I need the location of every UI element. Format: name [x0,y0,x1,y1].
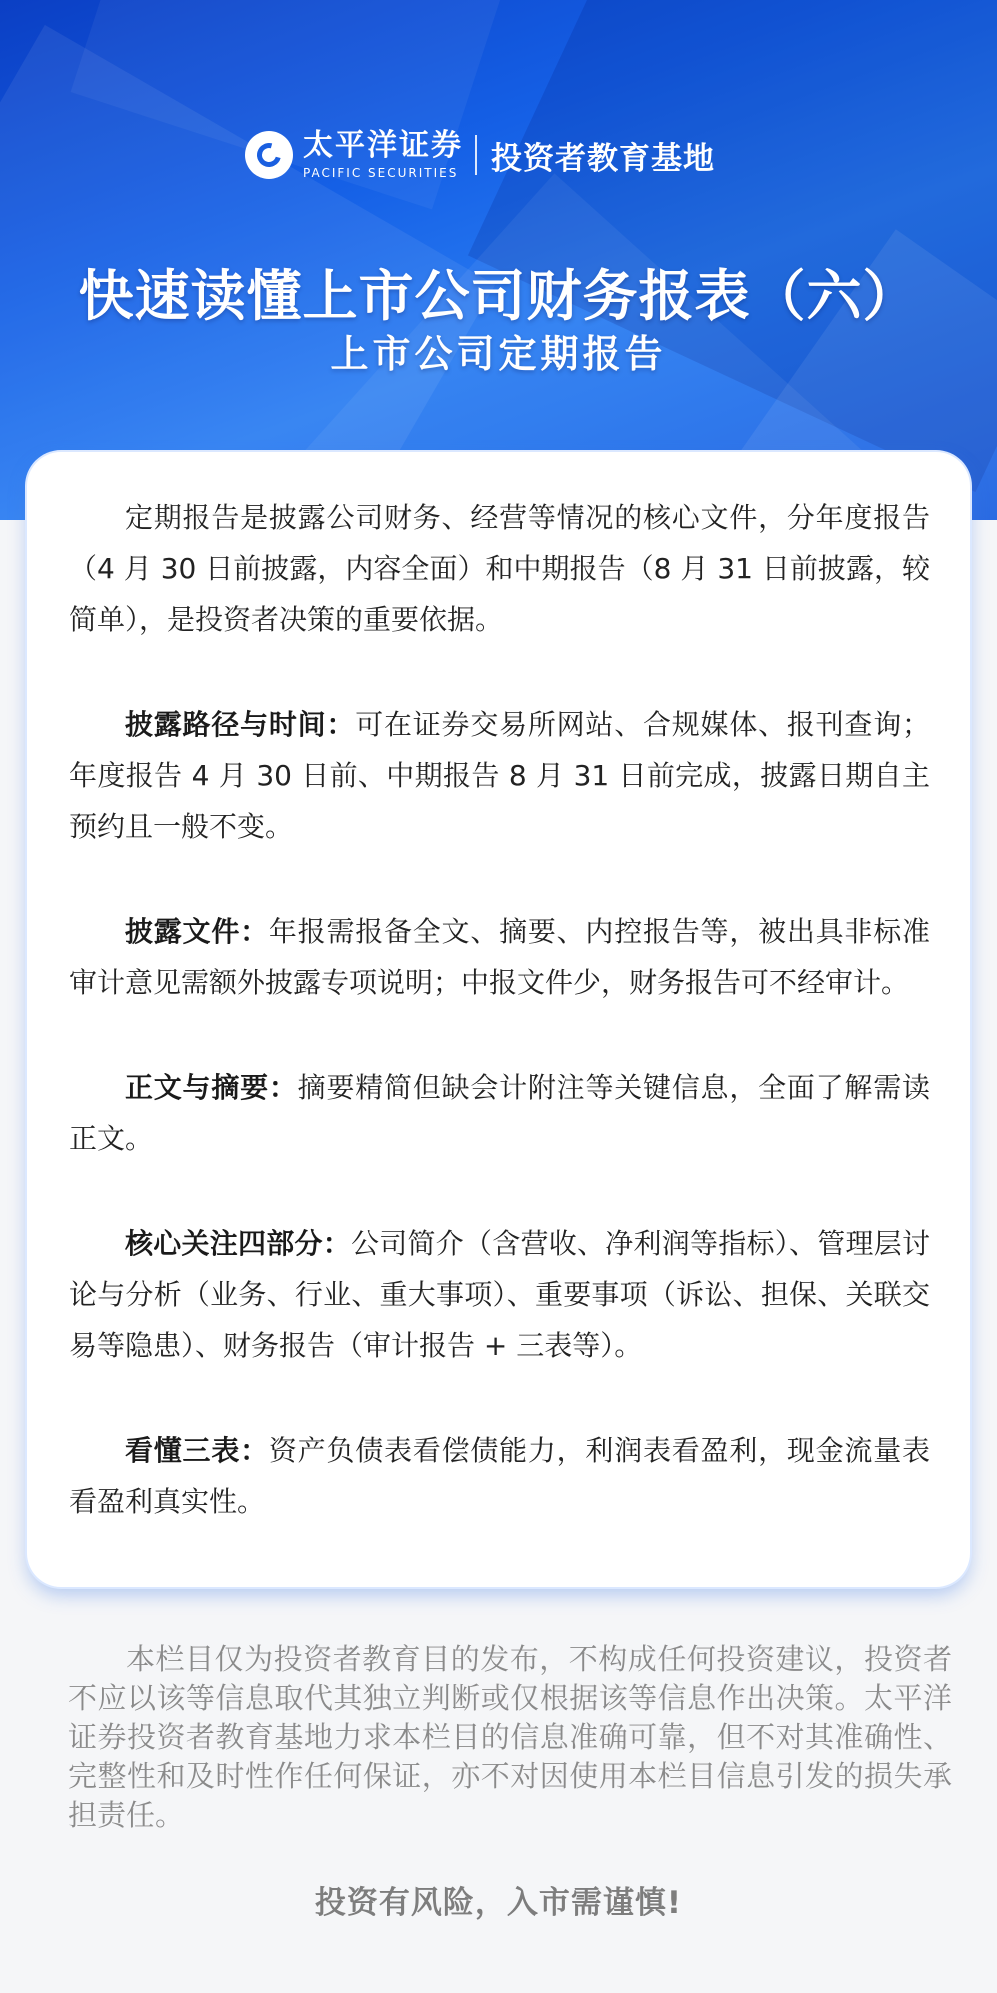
brand-names [303,128,463,180]
pacific-securities-logo-icon [245,131,293,179]
brand-divider [475,135,477,175]
section-lead: 看懂三表： [125,1434,269,1467]
content-card [27,452,970,1587]
disclaimer-text: 本栏目仅为投资者教育目的发布，不构成任何投资建议，投资者不应以该等信息取代其独立判断或仅根据该等信息作出决策。太平洋证券投资者教育基地力求本栏目的信息准确可靠，但不对其准确性、完整性和及时性作任何保证，亦不对因使用本栏目信息引发的损失承担责任。 [68,1642,952,1832]
section-paragraph [69,1425,930,1527]
intro-paragraph: 定期报告是披露公司财务、经营等情况的核心文件，分年度报告（4 月 30 日前披露，内容全面）和中期报告（8 月 31 日前披露，较简单），是投资者决策的重要依据。 [69,501,930,636]
brand-name-en: PACIFIC SECURITIES [303,166,459,180]
brand-name-cn: 太平洋证券 [303,128,463,163]
page-subtitle: 上市公司定期报告 [330,332,667,376]
section-paragraph [69,906,930,1008]
brand-logo [245,124,715,186]
section-paragraph [69,1218,930,1371]
section-lead: 正文与摘要： [125,1071,298,1104]
investor-education-base-label: 投资者教育基地 [491,140,715,177]
section-text: 摘要精简但缺会计附注等关键信息，全面了解需读正文。 [69,1071,930,1155]
risk-warning: 投资有风险，入市需谨慎! [314,1885,683,1921]
section-paragraph [69,1062,930,1164]
section-text: 公司简介（含营收、净利润等指标）、管理层讨论与分析（业务、行业、重大事项）、重要事项（诉讼、担保、关联交易等隐患）、财务报告（审计报告 + 三表等）。 [69,1227,930,1362]
header-banner [0,0,997,520]
section-lead: 核心关注四部分： [125,1227,351,1260]
page-title: 快速读懂上市公司财务报表（六） [78,264,919,328]
section-text: 资产负债表看偿债能力，利润表看盈利，现金流量表看盈利真实性。 [69,1434,930,1518]
section-lead: 披露文件： [125,915,269,948]
section-text: 可在证券交易所网站、合规媒体、报刊查询；年度报告 4 月 30 日前、中期报告 8 月 31 日前完成，披露日期自主预约且一般不变。 [69,708,930,843]
section-text: 年报需报备全文、摘要、内控报告等，被出具非标准审计意见需额外披露专项说明；中报文件少，财务报告可不经审计。 [69,915,930,999]
section-lead: 披露路径与时间： [125,708,356,741]
section-paragraph [69,699,930,852]
